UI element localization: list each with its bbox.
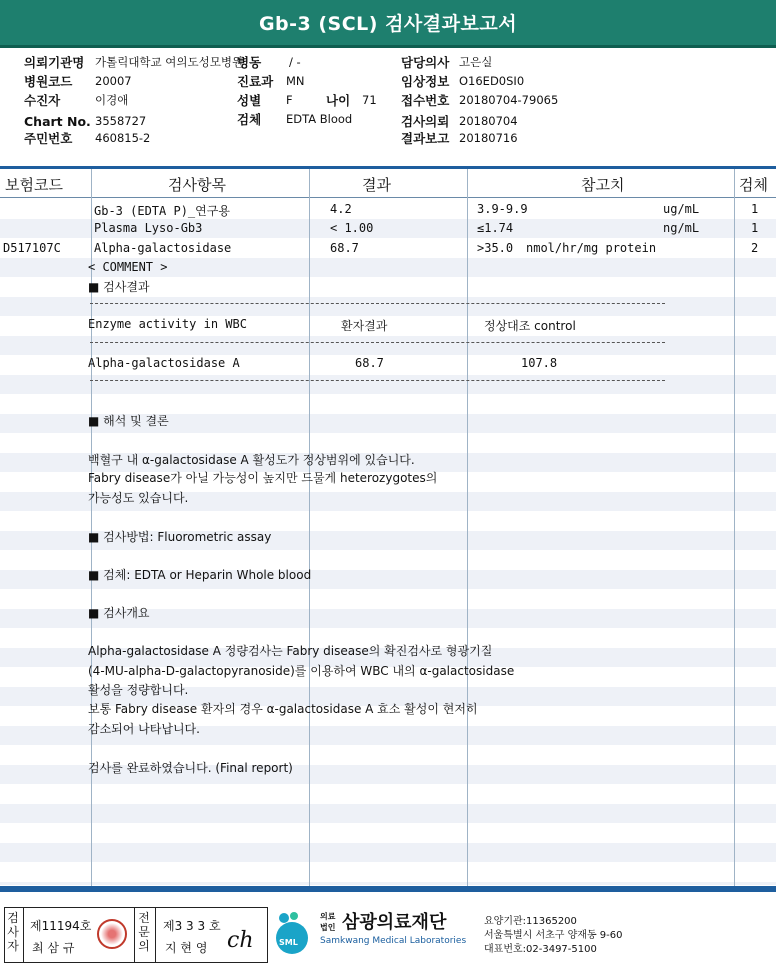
label-resident-no: 주민번호	[24, 131, 73, 146]
seal-stamp	[97, 919, 127, 949]
row-result: < 1.00	[330, 221, 374, 235]
label-receipt-no: 접수번호	[401, 93, 450, 108]
row-stripe	[0, 297, 776, 317]
label-request-date: 검사의뢰	[401, 114, 450, 129]
header-insurance-code: 보험코드	[5, 176, 63, 194]
section-interpretation-heading: ■ 해석 및 결론	[88, 414, 169, 428]
value-doctor: 고은실	[459, 55, 493, 69]
organization-block	[272, 906, 772, 966]
value-sex: F	[286, 93, 293, 107]
value-ward: / -	[289, 55, 301, 69]
row-item: Gb-3 (EDTA P)_연구용	[94, 204, 230, 218]
org-prefix: 의료	[320, 912, 336, 921]
dashed-rule	[90, 342, 665, 343]
org-phone: 대표번호:02-3497-5100	[484, 944, 597, 955]
box-divider	[23, 908, 24, 962]
column-divider	[734, 169, 735, 886]
section-result-heading: ■ 검사결과	[88, 280, 150, 294]
doctor-label-text: 전문의	[138, 911, 150, 953]
box-divider	[134, 908, 135, 962]
overview-line: Alpha-galactosidase A 정량검사는 Fabry disease의 확진검사로 형광기질	[88, 644, 493, 658]
result-table-header	[0, 169, 776, 198]
value-specimen: EDTA Blood	[286, 112, 353, 126]
label-ward: 병동	[237, 55, 262, 70]
row-stripe	[0, 843, 776, 863]
label-age: 나이	[326, 93, 351, 108]
footer-divider	[0, 886, 776, 892]
row-reference: 3.9-9.9	[477, 202, 528, 216]
value-report-date: 20180716	[459, 131, 518, 145]
row-code: D517107C	[3, 241, 61, 255]
row-specimen: 1	[751, 202, 759, 216]
row-unit: ug/mL	[663, 202, 700, 216]
value-resident-no: 460815-2	[95, 131, 151, 145]
row-stripe	[0, 375, 776, 395]
row-stripe	[0, 336, 776, 356]
enzyme-patient-value: 68.7	[355, 356, 384, 370]
row-reference: ≤1.74	[477, 221, 514, 235]
sml-logo-icon	[272, 910, 312, 956]
section-overview-heading: ■ 검사개요	[88, 606, 150, 620]
final-report-line: 검사를 완료하였습니다. (Final report)	[88, 761, 293, 775]
row-result: 4.2	[330, 202, 352, 216]
header-specimen: 검체	[739, 176, 768, 194]
label-doctor: 담당의사	[401, 55, 450, 70]
value-requesting-institution: 가톨릭대학교 여의도성모병원	[95, 55, 244, 69]
header-test-item: 검사항목	[168, 176, 226, 194]
doctor-label	[138, 911, 152, 953]
org-prefix: 법인	[320, 923, 336, 932]
org-address: 서울특별시 서초구 양재동 9-60	[484, 930, 623, 941]
label-requesting-institution: 의뢰기관명	[24, 55, 85, 70]
patient-info	[0, 0, 776, 160]
doctor-signature: ch	[227, 928, 254, 953]
tester-name: 최 삼 규	[32, 941, 75, 955]
report-title: Gb-3 (SCL) 검사결과보고서	[258, 13, 518, 35]
method-line: ■ 검사방법: Fluorometric assay	[88, 530, 272, 544]
column-divider	[467, 169, 468, 886]
label-patient: 수진자	[24, 93, 61, 108]
value-age: 71	[362, 93, 377, 107]
dashed-rule	[90, 380, 665, 381]
patient-result-col-header: 환자결과	[341, 319, 388, 333]
row-result: 68.7	[330, 241, 359, 255]
specimen-line: ■ 검체: EDTA or Heparin Whole blood	[88, 568, 312, 582]
value-hospital-code: 20007	[95, 74, 132, 88]
doctor-license-no: 제3 3 3 호	[163, 919, 221, 933]
label-hospital-code: 병원코드	[24, 74, 73, 89]
label-chart-no: Chart No.	[24, 114, 91, 129]
signature-box	[4, 907, 268, 963]
value-request-date: 20180704	[459, 114, 518, 128]
row-specimen: 2	[751, 241, 759, 255]
enzyme-col-header: Enzyme activity in WBC	[88, 317, 247, 331]
row-unit: nmol/hr/mg protein	[526, 241, 657, 255]
value-chart-no: 3558727	[95, 114, 147, 128]
dashed-rule	[90, 303, 665, 304]
org-code: 요양기관:11365200	[484, 916, 577, 927]
row-reference: >35.0	[477, 241, 514, 255]
header-reference: 참고치	[581, 176, 625, 194]
label-specimen: 검체	[237, 112, 262, 127]
row-stripe	[0, 804, 776, 824]
row-unit: ng/mL	[663, 221, 700, 235]
label-department: 진료과	[237, 74, 274, 89]
label-report-date: 결과보고	[401, 131, 450, 146]
org-name: 삼광의료재단	[342, 912, 447, 933]
logo-text: SML	[279, 938, 298, 947]
header-result: 결과	[362, 176, 391, 194]
interpretation-line: Fabry disease가 아닐 가능성이 높지만 드물게 heterozygotes의	[88, 471, 438, 485]
doctor-name: 지 현 영	[165, 941, 208, 955]
tester-license-no: 제11194호	[30, 919, 92, 933]
overview-line: 감소되어 나타납니다.	[88, 722, 200, 736]
label-clinical-info: 임상정보	[401, 74, 450, 89]
overview-line: 보통 Fabry disease 환자의 경우 α-galactosidase A 효소 활성이 현저히	[88, 702, 478, 716]
interpretation-line: 가능성도 있습니다.	[88, 491, 189, 505]
comment-header: < COMMENT >	[88, 260, 168, 274]
control-col-header: 정상대조 control	[484, 319, 576, 333]
value-clinical-info: O16ED0SI0	[459, 74, 525, 88]
tester-label-text: 검사자	[7, 911, 19, 953]
row-item: Alpha-galactosidase	[94, 241, 232, 255]
row-specimen: 1	[751, 221, 759, 235]
value-department: MN	[286, 74, 305, 88]
column-divider	[309, 169, 310, 886]
row-stripe	[0, 882, 776, 886]
tester-label	[7, 911, 21, 953]
overview-line: (4-MU-alpha-D-galactopyranoside)를 이용하여 WBC 내의 α-galactosidase	[88, 664, 515, 678]
box-divider	[155, 908, 156, 962]
enzyme-name: Alpha-galactosidase A	[88, 356, 240, 370]
org-english-name: Samkwang Medical Laboratories	[320, 936, 467, 946]
value-receipt-no: 20180704-79065	[459, 93, 559, 107]
row-item: Plasma Lyso-Gb3	[94, 221, 203, 235]
label-sex: 성별	[237, 93, 262, 108]
overview-line: 활성을 정량합니다.	[88, 683, 189, 697]
value-patient: 이경애	[95, 93, 129, 107]
enzyme-control-value: 107.8	[521, 356, 558, 370]
interpretation-line: 백혈구 내 α-galactosidase A 활성도가 정상범위에 있습니다.	[88, 453, 415, 467]
